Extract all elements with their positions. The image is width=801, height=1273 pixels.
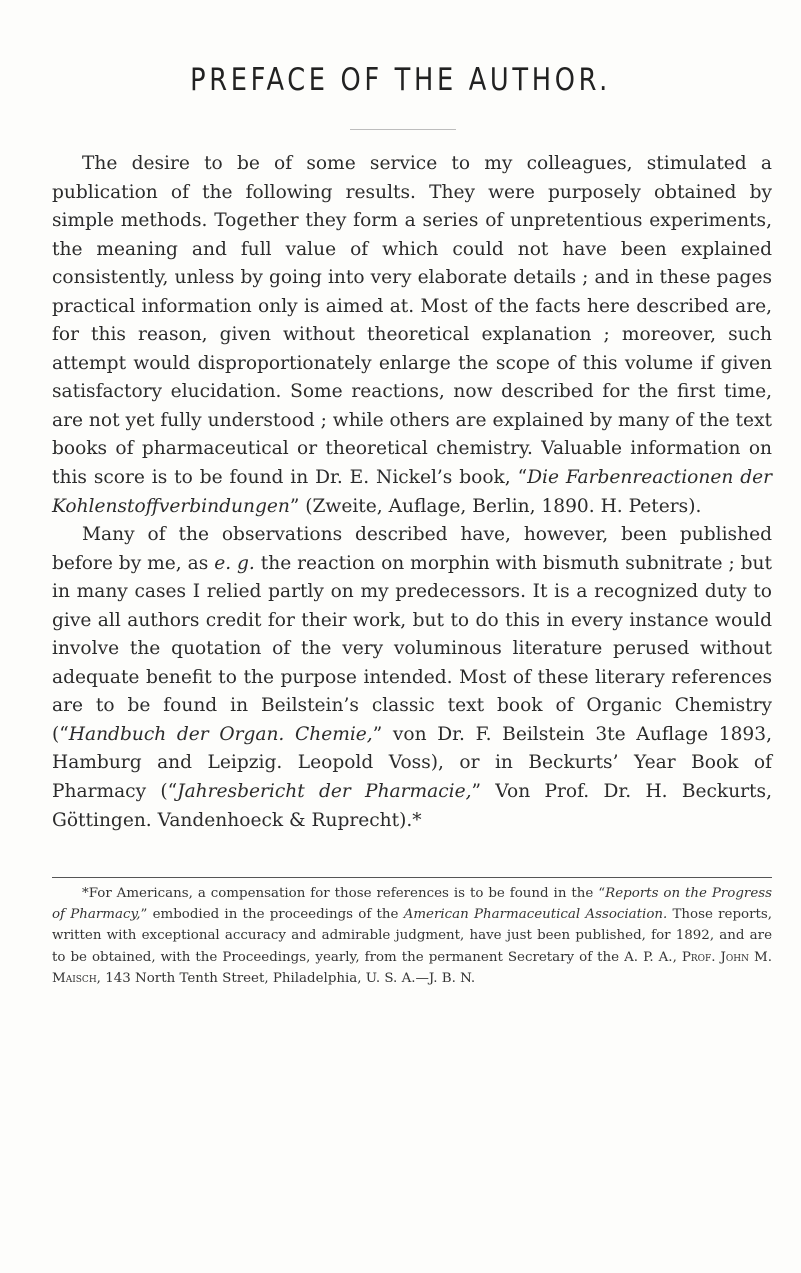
book-title-nickel: Die Farbenreactionen der Kohlenstoffverbindungen [52,467,772,517]
footnote-divider [52,877,772,878]
paragraph-1 [52,150,772,521]
paragraph-2-text-d: ” Von Prof. Dr. H. Beckurts, Göttingen. Vandenhoeck & Ruprecht).* [52,781,772,831]
paragraph-1-text-b: ” (Zweite, Auflage, Berlin, 1890. H. Peters). [289,495,702,517]
report-title: Reports on the Progress of Pharmacy, [52,886,772,923]
footnote-paragraph [52,883,772,989]
footnote-text-a: *For Americans, a compensation for those references is to be found in the “ [82,886,606,901]
paragraph-2 [52,521,772,835]
title-rule [350,129,456,130]
paragraph-2-text-a: Many of the observations described have, however, been published before by me, as [52,524,772,574]
paragraph-1-text-a: The desire to be of some service to my colleagues, stimulated a publication of the following results. They were purposely obtained by simple methods. Together they form a series of unpretentious experiments, the meaning and full value of which could not have been explained consistently, unless by going into very elaborate details ; and in these pages practical information only is aimed at. Most of the facts here described are, for this reason, given without theoretical explanation ; moreover, such attempt would disproportionately enlarge the scope of this volume if given satisfactory elucidation. Some reactions, now described for the first time, are not yet fully understood ; while others are explained by many of the text books of pharmaceutical or theoretical chemistry. Valuable information on this score is to be found in Dr. E. Nickel’s book, “ [52,153,772,489]
page-title: PREFACE OF THE AUTHOR. [190,62,611,98]
footnote-text-c: Those reports, written with exceptional accuracy and admirable judgment, have just been published, for 1892, and are to be obtained, with the Proceedings, yearly, from the permanent Secretary of the A. P. A., [52,907,773,965]
footnote-text-b: ” embodied in the proceedings of the [140,907,404,923]
preface-body [52,150,772,835]
abbreviation-eg: e. g. [214,552,255,574]
book-title-beilstein: Handbuch der Organ. Chemie, [68,723,373,745]
paragraph-2-text-c: ” von Dr. F. Beilstein 3te Auflage 1893, Hamburg and Leipzig. Leopold Voss), or in Beckurts’ Year Book of Pharmacy (“ [52,723,772,803]
secretary-name: Prof. John M. Maisch, [52,949,772,986]
book-title-beckurts: Jahresbericht der Pharmacie, [177,781,472,803]
association-name: American Pharmaceutical Association. [403,907,668,923]
footnote-text-d: 143 North Tenth Street, Philadelphia, U. S. A.—J. B. N. [100,970,476,986]
paragraph-2-text-b: the reaction on morphin with bismuth subnitrate ; but in many cases I relied partly on my predecessors. It is a recognized duty to give all authors credit for their work, but to do this in every instance would involve the quotation of the very voluminous literature perused without adequate benefit to the purpose intended. Most of these literary references are to be found in Beilstein’s classic text book of Organic Chemistry (“ [52,552,772,745]
footnote [52,883,772,989]
